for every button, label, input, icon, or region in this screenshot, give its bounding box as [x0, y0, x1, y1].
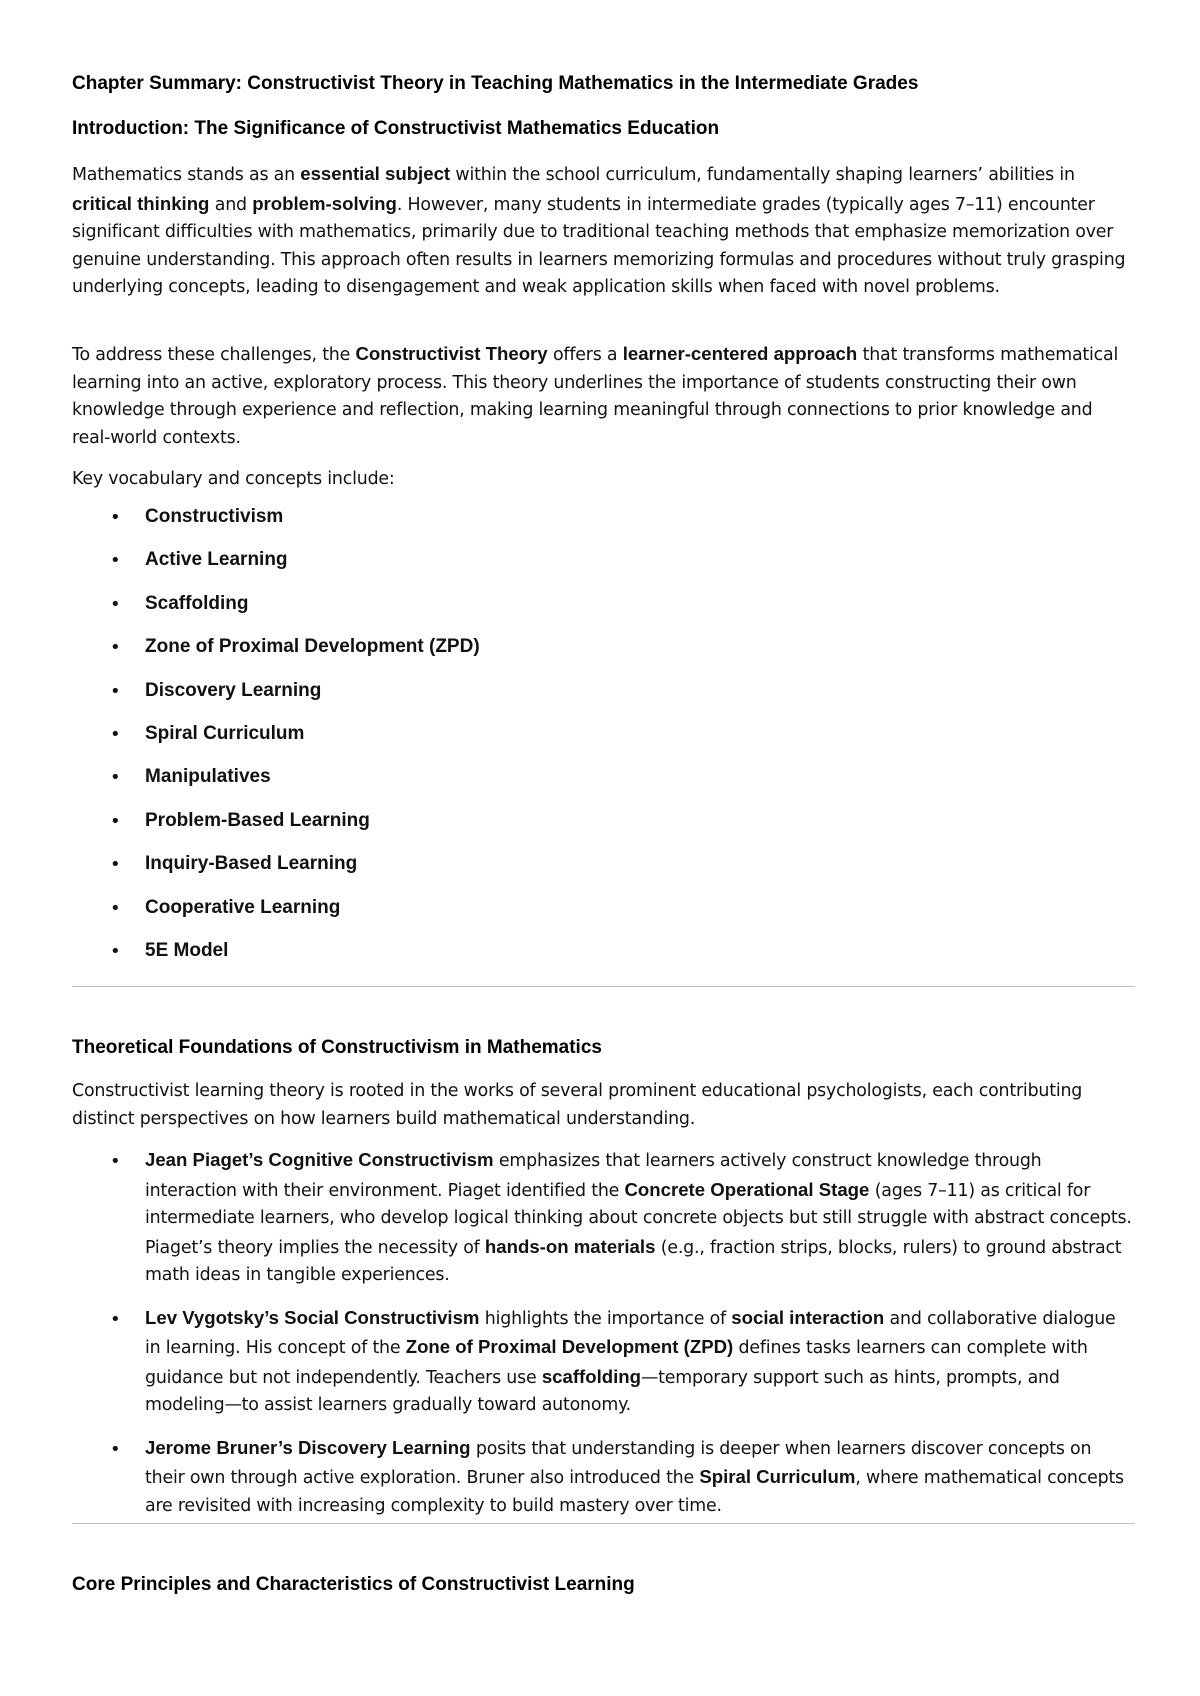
text-run: and — [209, 194, 253, 215]
bold-term: critical thinking — [72, 192, 210, 214]
vocab-term: Zone of Proximal Development (ZPD) — [145, 636, 480, 658]
text-run: (ages 7–11) as critical for intermediate learners, who develop logical thinking about concrete objects but still struggle with abstract concepts. Piaget’s theory implies the necessity of — [145, 1180, 1132, 1258]
list-item — [72, 1434, 1135, 1521]
vocab-list — [72, 506, 480, 983]
vocab-intro: Key vocabulary and concepts include: — [72, 469, 395, 489]
bullet-icon: • — [110, 507, 121, 528]
bold-term: Constructivist Theory — [355, 343, 548, 364]
intro-paragraph-2 — [72, 340, 1135, 452]
vocab-term: Manipulatives — [145, 766, 271, 788]
bullet-icon: • — [110, 897, 121, 919]
text-run: defines tasks learners can complete with guidance but not independently. Teachers use — [145, 1338, 1088, 1388]
intro-heading: Introduction: The Significance of Constructivist Mathematics Education — [72, 118, 720, 139]
bullet-icon: • — [110, 767, 121, 789]
vocab-term: Problem-Based Learning — [145, 809, 370, 831]
bold-term: learner-centered approach — [622, 343, 858, 364]
text-run: —temporary support such as hints, prompts, and modeling—to assist learners gradually toward autonomy. — [145, 1367, 1060, 1415]
bullet-icon: • — [110, 854, 121, 876]
list-item — [72, 593, 480, 636]
bullet-icon: • — [110, 810, 121, 832]
bold-term: Jean Piaget’s Cognitive Constructivism — [145, 1149, 494, 1170]
bullet-icon: • — [110, 680, 121, 702]
bold-term: social interaction — [731, 1306, 885, 1328]
text-run: Mathematics stands as an — [72, 165, 301, 185]
vocab-term: Spiral Curriculum — [145, 722, 305, 744]
list-item — [72, 723, 480, 766]
foundations-heading: Theoretical Foundations of Constructivism in Mathematics — [72, 1037, 602, 1058]
section-divider — [72, 986, 1135, 987]
bold-term: problem-solving — [252, 192, 397, 214]
bullet-icon: • — [110, 550, 121, 572]
text-run: within the school curriculum, fundamentally shaping learners’ abilities in — [450, 165, 1075, 185]
text-run: offers a — [547, 345, 623, 365]
list-item — [72, 636, 480, 679]
list-item — [72, 810, 480, 853]
list-item — [72, 1304, 1135, 1420]
vocab-term: Active Learning — [145, 549, 288, 571]
list-item — [72, 940, 480, 983]
bullet-icon: • — [110, 723, 121, 745]
vocab-term: 5E Model — [145, 939, 229, 961]
list-item — [72, 1146, 1135, 1290]
vocab-term: Scaffolding — [145, 592, 249, 614]
document-title: Chapter Summary: Constructivist Theory in Teaching Mathematics in the Intermediate Grades — [72, 73, 919, 94]
text-run: . However, many students in intermediate grades (typically ages 7–11) encounter significant difficulties with mathematics, primarily due to traditional teaching methods that emphasize memorization over genuine understanding. This approach often results in learners memorizing formulas and procedures without truly grasping underlying concepts, leading to disengagement and weak application skills when faced with novel problems. — [72, 194, 1126, 297]
theorists-list — [72, 1146, 1135, 1534]
bold-term: hands-on materials — [484, 1235, 656, 1257]
bullet-icon: • — [110, 1308, 121, 1330]
text-run: To address these challenges, the — [72, 345, 356, 365]
core-principles-heading: Core Principles and Characteristics of Constructivist Learning — [72, 1574, 635, 1595]
text-run: highlights the importance of — [479, 1308, 732, 1329]
bold-term: scaffolding — [541, 1365, 641, 1387]
bold-term: Spiral Curriculum — [699, 1466, 856, 1487]
vocab-term: Inquiry-Based Learning — [145, 853, 358, 875]
bold-term: Jerome Bruner’s Discovery Learning — [145, 1436, 471, 1458]
text-run: posits that understanding is deeper when learners discover concepts on their own through active exploration. Bruner also introduced the — [145, 1438, 1092, 1488]
vocab-term: Constructivism — [145, 506, 284, 527]
vocab-term: Discovery Learning — [145, 679, 322, 701]
bold-term: Concrete Operational Stage — [624, 1178, 870, 1200]
text-run: (e.g., fraction strips, blocks, rulers) to ground abstract math ideas in tangible experiences. — [145, 1237, 1122, 1285]
list-item — [72, 853, 480, 896]
bullet-icon: • — [110, 940, 121, 962]
list-item — [72, 680, 480, 723]
list-item — [72, 549, 480, 592]
list-item — [72, 897, 480, 940]
bullet-icon: • — [110, 593, 121, 615]
section-divider — [72, 1523, 1135, 1524]
bullet-icon: • — [110, 1438, 121, 1460]
bullet-icon: • — [110, 637, 121, 659]
vocab-term: Cooperative Learning — [145, 896, 341, 918]
text-run: , where mathematical concepts are revisited with increasing complexity to build mastery over time. — [145, 1468, 1124, 1516]
bold-term: Lev Vygotsky’s Social Constructivism — [145, 1306, 480, 1328]
text-run: that transforms mathematical learning into an active, exploratory process. This theory underlines the importance of students constructing their own knowledge through experience and reflection, making learning meaningful through connections to prior knowledge and real-world contexts. — [72, 345, 1119, 448]
text-run: emphasizes that learners actively construct knowledge through interaction with their environment. Piaget identified the — [145, 1151, 1042, 1201]
intro-paragraph-1 — [72, 160, 1135, 302]
bold-term: essential subject — [300, 163, 451, 184]
text-run: and collaborative dialogue in learning. His concept of the — [145, 1308, 1116, 1358]
bullet-icon: • — [110, 1151, 121, 1172]
list-item — [72, 506, 480, 549]
list-item — [72, 766, 480, 809]
foundations-paragraph: Constructivist learning theory is rooted in the works of several prominent educational psychologists, each contributing distinct perspectives on how learners build mathematical understanding. — [72, 1081, 1083, 1129]
bold-term: Zone of Proximal Development (ZPD) — [405, 1336, 734, 1357]
